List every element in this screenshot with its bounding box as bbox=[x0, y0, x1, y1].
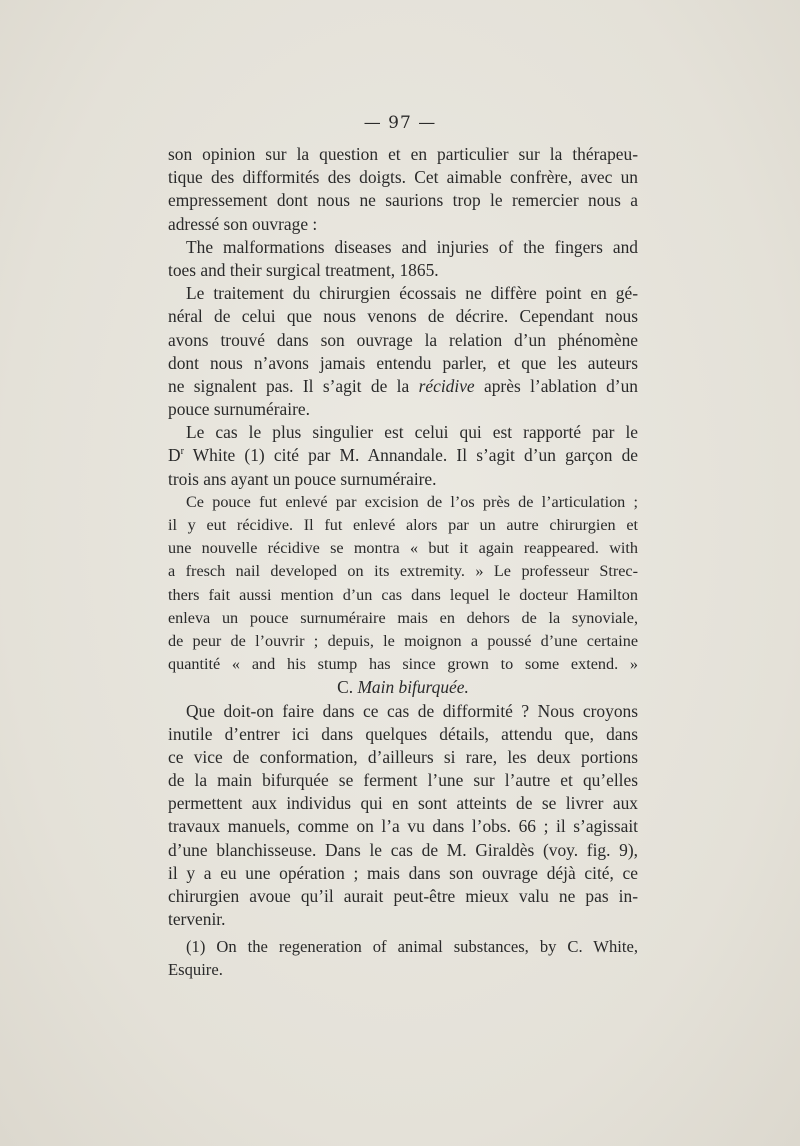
text-line: inutile d’entrer ici dans quelques détails, attendu que, dans bbox=[168, 723, 638, 744]
section-heading bbox=[168, 676, 638, 699]
text-line: une nouvelle récidive se montra « but it again reappeared. with bbox=[168, 539, 638, 558]
text-line: néral de celui que nous venons de décrire. Cependant nous bbox=[168, 306, 638, 327]
text-line: chirurgien avoue qu’il aurait peut-être mieux valu ne pas in- bbox=[168, 886, 638, 906]
text-line: enleva un pouce surnuméraire mais en dehors de la synoviale, bbox=[168, 608, 638, 627]
text-line: quantité « and his stump has since grown to some extend. » bbox=[168, 655, 638, 674]
footnote-line: Esquire. bbox=[168, 960, 223, 980]
text-line: a fresch nail developed on its extremity. » Le professeur Strec- bbox=[168, 562, 638, 581]
page-number: — 97 — bbox=[363, 113, 437, 133]
text-line bbox=[168, 375, 638, 398]
footnote bbox=[168, 935, 638, 981]
text-line: Le cas le plus singulier est celui qui est rapporté par le bbox=[186, 422, 638, 443]
text-run: ne signalent pas. Il s’agit de la bbox=[168, 375, 419, 396]
text-line: Ce pouce fut enlevé par excision de l’os près de l’articulation ; bbox=[186, 492, 638, 511]
text-line: tervenir. bbox=[168, 909, 226, 930]
text-line: son opinion sur la question et en particulier sur la thérapeu- bbox=[168, 144, 638, 164]
text-line: dont nous n’avons jamais entendu parler, et que les auteurs bbox=[168, 352, 638, 373]
text-line: avons trouvé dans son ouvrage la relation d’un phénomène bbox=[168, 329, 638, 350]
text-line: tique des difformités des doigts. Cet aimable confrère, avec un bbox=[168, 167, 638, 188]
text-line: il y eut récidive. Il fut enlevé alors par un autre chirurgien et bbox=[168, 516, 638, 534]
text-line: toes and their surgical treatment, 1865. bbox=[168, 259, 439, 280]
superscript: r bbox=[180, 446, 184, 458]
text-line: d’une blanchisseuse. Dans le cas de M. Giraldès (voy. fig. 9), bbox=[168, 839, 638, 860]
text-line: Le traitement du chirurgien écossais ne diffère point en gé- bbox=[186, 283, 638, 304]
text-run: D bbox=[168, 445, 181, 466]
text-line: de peur de l’ouvrir ; depuis, le moignon a poussé d’une certaine bbox=[168, 631, 638, 650]
text-line: il y a eu une opération ; mais dans son ouvrage déjà cité, ce bbox=[168, 862, 638, 883]
text-line: de la main bifurquée se ferment l’une sur l’autre et qu’elles bbox=[168, 770, 638, 791]
text-line: pouce surnuméraire. bbox=[168, 399, 310, 420]
text-run: après l’ablation d’un bbox=[474, 375, 638, 396]
heading-title: Main bifurquée. bbox=[357, 677, 469, 698]
text-line: thers fait aussi mention d’un cas dans lequel le docteur Hamilton bbox=[168, 585, 638, 604]
heading-letter: C. bbox=[337, 677, 358, 698]
text-line: travaux manuels, comme on l’a vu dans l’obs. 66 ; il s’agissait bbox=[168, 816, 638, 837]
body-text bbox=[168, 143, 638, 931]
footnote-line: (1) On the regeneration of animal substances, by C. White, bbox=[186, 937, 638, 956]
text-line: trois ans ayant un pouce surnuméraire. bbox=[168, 468, 437, 489]
text-line: ce vice de conformation, d’ailleurs si rare, les deux portions bbox=[168, 746, 638, 767]
text-line: The malformations diseases and injuries of the fingers and bbox=[186, 236, 638, 257]
italic-word: récidive bbox=[418, 375, 475, 396]
text-line: Que doit-on faire dans ce cas de difformité ? Nous croyons bbox=[186, 700, 638, 721]
text-run: White (1) cité par M. Annandale. Il s’agit d’un garçon de bbox=[183, 445, 638, 466]
text-line: adressé son ouvrage : bbox=[168, 213, 318, 234]
text-line bbox=[168, 444, 638, 467]
text-line: permettent aux individus qui en sont atteints de se livrer aux bbox=[168, 793, 638, 814]
text-line: empressement dont nous ne saurions trop le remercier nous a bbox=[168, 190, 638, 211]
